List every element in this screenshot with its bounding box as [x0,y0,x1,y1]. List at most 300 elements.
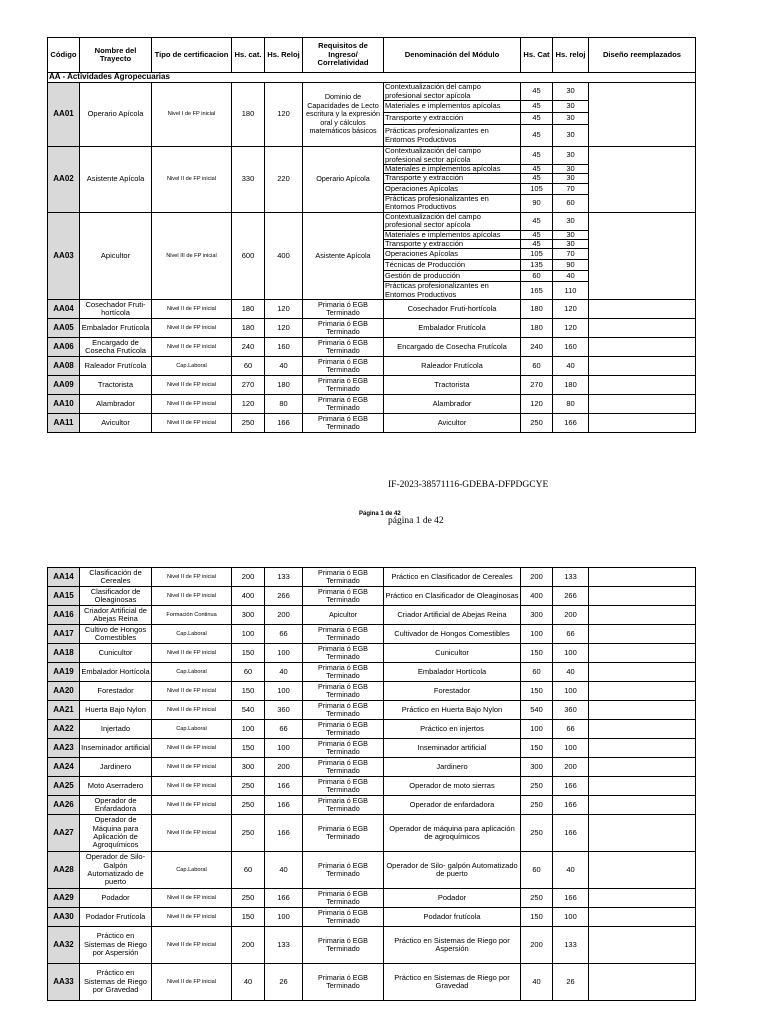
module-hs-cat-cell: 540 [521,701,553,720]
module-hs-reloj-cell: 40 [553,357,589,376]
certification-cell: Nivel II de FP inicial [152,587,232,606]
hs-cat-cell: 270 [232,376,265,395]
header-row [48,38,696,73]
module-hs-reloj-cell: 180 [553,376,589,395]
hs-reloj-cell: 40 [265,852,303,889]
requisitos-cell: Primaria ó EGB Terminado [303,777,384,796]
requisitos-cell: Primaria ó EGB Terminado [303,414,384,433]
disenos-cell [589,720,696,739]
module-hs-reloj-cell: 200 [553,758,589,777]
hs-cat-cell: 300 [232,758,265,777]
module-hs-cat-cell: 60 [521,663,553,682]
code-cell: AA23 [48,739,80,758]
code-cell: AA27 [48,815,80,852]
table-row [48,720,696,739]
certification-cell: Nivel II de FP inicial [152,739,232,758]
module-name-cell: Práctico en Huerta Bajo Nylon [384,701,521,720]
hs-cat-cell: 150 [232,908,265,927]
table-row [48,964,696,1001]
certification-cell: Nivel II de FP inicial [152,758,232,777]
module-hs-reloj-cell: 30 [553,83,589,101]
table-row [48,376,696,395]
hs-reloj-cell: 220 [265,147,303,213]
table-row [48,644,696,663]
certification-cell: Nivel II de FP inicial [152,147,232,213]
hs-reloj-cell: 133 [265,927,303,964]
certification-cell: Nivel II de FP inicial [152,319,232,338]
module-hs-cat-cell: 270 [521,376,553,395]
table-row [48,625,696,644]
disenos-cell [589,357,696,376]
table-row [48,908,696,927]
module-hs-cat-cell: 250 [521,815,553,852]
section-row [48,73,696,83]
code-cell: AA10 [48,395,80,414]
module-name-cell: Cultivador de Hongos Comestibles [384,625,521,644]
module-hs-reloj-cell: 30 [553,165,589,174]
header-codigo: Código [48,38,80,73]
module-hs-reloj-cell: 166 [553,815,589,852]
table-row [48,815,696,852]
hs-cat-cell: 250 [232,815,265,852]
certification-cell: Nivel II de FP inicial [152,414,232,433]
module-hs-cat-cell: 300 [521,758,553,777]
requisitos-cell: Primaria ó EGB Terminado [303,300,384,319]
trayecto-name-cell: Huerta Bajo Nylon [80,701,152,720]
module-hs-reloj-cell: 30 [553,174,589,183]
certification-cell: Nivel II de FP inicial [152,796,232,815]
hs-reloj-cell: 26 [265,964,303,1001]
certification-cell: Nivel II de FP inicial [152,701,232,720]
certification-cell: Nivel II de FP inicial [152,682,232,701]
code-cell: AA11 [48,414,80,433]
trayecto-name-cell: Jardinero [80,758,152,777]
module-name-cell: Podador frutícola [384,908,521,927]
disenos-cell [589,606,696,625]
disenos-cell [589,663,696,682]
hs-reloj-cell: 100 [265,908,303,927]
requisitos-cell: Primaria ó EGB Terminado [303,739,384,758]
module-name-cell: Materiales e implementos apícolas [384,230,521,239]
disenos-cell [589,568,696,587]
requisitos-cell: Primaria ó EGB Terminado [303,663,384,682]
hs-cat-cell: 250 [232,889,265,908]
disenos-cell [589,889,696,908]
code-cell: AA19 [48,663,80,682]
table-row [48,663,696,682]
module-hs-cat-cell: 45 [521,113,553,125]
hs-cat-cell: 180 [232,319,265,338]
trayecto-name-cell: Criador Artificial de Abejas Reina [80,606,152,625]
hs-cat-cell: 120 [232,395,265,414]
module-hs-reloj-cell: 90 [553,260,589,271]
module-hs-reloj-cell: 40 [553,852,589,889]
hs-cat-cell: 400 [232,587,265,606]
code-cell: AA05 [48,319,80,338]
module-hs-cat-cell: 105 [521,249,553,260]
table-row [48,568,696,587]
module-name-cell: Gestión de producción [384,271,521,282]
module-hs-reloj-cell: 66 [553,720,589,739]
table-row [48,319,696,338]
module-name-cell: Jardinero [384,758,521,777]
module-hs-cat-cell: 45 [521,212,553,230]
module-hs-reloj-cell: 70 [553,249,589,260]
disenos-cell [589,319,696,338]
certification-cell: Cap.Laboral [152,357,232,376]
module-hs-cat-cell: 120 [521,395,553,414]
requisitos-cell: Primaria ó EGB Terminado [303,587,384,606]
module-hs-cat-cell: 45 [521,174,553,183]
disenos-cell [589,739,696,758]
trayecto-name-cell: Moto Aserradero [80,777,152,796]
module-hs-cat-cell: 60 [521,357,553,376]
header-modulo: Denominación del Módulo [384,38,521,73]
certification-cell: Cap.Laboral [152,625,232,644]
requisitos-cell: Primaria ó EGB Terminado [303,357,384,376]
certification-cell: Cap.Laboral [152,720,232,739]
module-hs-cat-cell: 150 [521,739,553,758]
certification-cell: Cap.Laboral [152,663,232,682]
certification-cell: Formación Continua [152,606,232,625]
code-cell: AA32 [48,927,80,964]
requisitos-cell: Asistente Apícola [303,212,384,300]
header-mod-hs-reloj: Hs. reloj [553,38,589,73]
disenos-cell [589,338,696,357]
disenos-cell [589,758,696,777]
hs-reloj-cell: 120 [265,319,303,338]
certification-cell: Nivel II de FP inicial [152,964,232,1001]
requisitos-cell: Primaria ó EGB Terminado [303,720,384,739]
module-hs-cat-cell: 90 [521,194,553,212]
header-hs-reloj: Hs. Reloj [265,38,303,73]
disenos-cell [589,376,696,395]
hs-cat-cell: 250 [232,777,265,796]
module-name-cell: Operador de máquina para aplicación de agroquímicos [384,815,521,852]
disenos-cell [589,644,696,663]
hs-reloj-cell: 120 [265,83,303,147]
hs-reloj-cell: 180 [265,376,303,395]
trayecto-name-cell: Práctico en Sistemas de Riego por Gravedad [80,964,152,1001]
certification-cell: Nivel II de FP inicial [152,908,232,927]
header-disenos: Diseño reemplazados [589,38,696,73]
module-name-cell: Operaciones Apícolas [384,249,521,260]
table-row [48,300,696,319]
module-hs-cat-cell: 400 [521,587,553,606]
hs-cat-cell: 180 [232,300,265,319]
table-row [48,147,696,165]
module-hs-reloj-cell: 30 [553,212,589,230]
hs-reloj-cell: 66 [265,625,303,644]
module-hs-reloj-cell: 60 [553,194,589,212]
certification-cell: Nivel I de FP inicial [152,83,232,147]
code-cell: AA16 [48,606,80,625]
module-name-cell: Práctico en Sistemas de Riego por Gravedad [384,964,521,1001]
module-name-cell: Prácticas profesionalizantes en Entornos Productivos [384,194,521,212]
module-hs-cat-cell: 105 [521,183,553,194]
module-name-cell: Contextualización del campo profesional sector apícola [384,212,521,230]
certification-cell: Nivel II de FP inicial [152,927,232,964]
requisitos-cell: Primaria ó EGB Terminado [303,395,384,414]
module-hs-cat-cell: 60 [521,271,553,282]
module-name-cell: Técnicas de Producción [384,260,521,271]
module-hs-reloj-cell: 30 [553,230,589,239]
module-hs-reloj-cell: 30 [553,113,589,125]
hs-reloj-cell: 40 [265,357,303,376]
trayecto-name-cell: Apicultor [80,212,152,300]
module-hs-reloj-cell: 66 [553,625,589,644]
hs-cat-cell: 100 [232,720,265,739]
hs-cat-cell: 150 [232,682,265,701]
module-hs-reloj-cell: 30 [553,147,589,165]
code-cell: AA01 [48,83,80,147]
module-name-cell: Operador de Silo- galpón Automatizado de puerto [384,852,521,889]
certification-cell: Nivel II de FP inicial [152,300,232,319]
module-hs-reloj-cell: 40 [553,663,589,682]
header-hs-cat: Hs. cat. [232,38,265,73]
module-name-cell: Materiales e implementos apícolas [384,165,521,174]
requisitos-cell: Primaria ó EGB Terminado [303,701,384,720]
requisitos-cell: Primaria ó EGB Terminado [303,964,384,1001]
module-hs-cat-cell: 150 [521,644,553,663]
module-hs-reloj-cell: 26 [553,964,589,1001]
hs-reloj-cell: 80 [265,395,303,414]
requisitos-cell: Primaria ó EGB Terminado [303,625,384,644]
requisitos-cell: Primaria ó EGB Terminado [303,815,384,852]
module-name-cell: Prácticas profesionalizantes en Entornos Productivos [384,125,521,147]
module-hs-cat-cell: 45 [521,240,553,249]
module-name-cell: Operaciones Apícolas [384,183,521,194]
disenos-cell [589,147,696,213]
module-hs-reloj-cell: 160 [553,338,589,357]
hs-reloj-cell: 360 [265,701,303,720]
hs-cat-cell: 150 [232,739,265,758]
module-name-cell: Cosechador Fruti-hortícola [384,300,521,319]
module-hs-reloj-cell: 266 [553,587,589,606]
table-row [48,796,696,815]
certification-cell: Nivel II de FP inicial [152,777,232,796]
disenos-cell [589,908,696,927]
module-hs-cat-cell: 240 [521,338,553,357]
hs-reloj-cell: 160 [265,338,303,357]
code-cell: AA14 [48,568,80,587]
code-cell: AA04 [48,300,80,319]
trayecto-name-cell: Asistente Apícola [80,147,152,213]
disenos-cell [589,852,696,889]
module-name-cell: Cunicultor [384,644,521,663]
module-name-cell: Práctico en Clasificador de Cereales [384,568,521,587]
table-row [48,83,696,101]
disenos-cell [589,815,696,852]
trayecto-name-cell: Clasificación de Cereales [80,568,152,587]
code-cell: AA29 [48,889,80,908]
requisitos-cell: Primaria ó EGB Terminado [303,376,384,395]
certification-cell: Nivel III de FP inicial [152,212,232,300]
trayecto-name-cell: Operador de Enfardadora [80,796,152,815]
hs-reloj-cell: 266 [265,587,303,606]
module-name-cell: Embalador Hortícola [384,663,521,682]
trayecto-name-cell: Encargado de Cosecha Frutícola [80,338,152,357]
table-row [48,414,696,433]
code-cell: AA08 [48,357,80,376]
certification-cell: Nivel II de FP inicial [152,376,232,395]
hs-cat-cell: 40 [232,964,265,1001]
hs-reloj-cell: 400 [265,212,303,300]
hs-reloj-cell: 66 [265,720,303,739]
table-row [48,701,696,720]
hs-cat-cell: 60 [232,663,265,682]
module-hs-cat-cell: 150 [521,682,553,701]
code-cell: AA02 [48,147,80,213]
module-hs-reloj-cell: 110 [553,282,589,300]
trayecto-name-cell: Operario Apícola [80,83,152,147]
module-hs-cat-cell: 250 [521,414,553,433]
disenos-cell [589,414,696,433]
module-hs-reloj-cell: 30 [553,240,589,249]
trayecto-name-cell: Inseminador artificial [80,739,152,758]
module-hs-cat-cell: 45 [521,230,553,239]
requisitos-cell: Operario Apícola [303,147,384,213]
header-tipo: Tipo de certificacion [152,38,232,73]
certification-cell: Nivel II de FP inicial [152,395,232,414]
module-hs-cat-cell: 45 [521,101,553,113]
code-cell: AA24 [48,758,80,777]
module-hs-cat-cell: 45 [521,165,553,174]
module-hs-cat-cell: 250 [521,796,553,815]
certification-cell: Nivel II de FP inicial [152,568,232,587]
trayecto-name-cell: Alambrador [80,395,152,414]
module-hs-reloj-cell: 166 [553,777,589,796]
requisitos-cell: Primaria ó EGB Terminado [303,338,384,357]
module-hs-reloj-cell: 100 [553,682,589,701]
trayecto-name-cell: Podador Frutícola [80,908,152,927]
trayecto-name-cell: Cunicultor [80,644,152,663]
code-cell: AA26 [48,796,80,815]
hs-reloj-cell: 100 [265,682,303,701]
module-name-cell: Raleador Frutícola [384,357,521,376]
module-name-cell: Embalador Frutícola [384,319,521,338]
module-hs-reloj-cell: 30 [553,125,589,147]
trayecto-name-cell: Embalador Hortícola [80,663,152,682]
module-hs-cat-cell: 165 [521,282,553,300]
hs-reloj-cell: 166 [265,777,303,796]
table-row [48,212,696,230]
module-hs-cat-cell: 45 [521,125,553,147]
module-hs-cat-cell: 180 [521,319,553,338]
trayecto-name-cell: Avicultor [80,414,152,433]
trayecto-name-cell: Práctico en Sistemas de Riego por Aspersión [80,927,152,964]
hs-cat-cell: 60 [232,357,265,376]
code-cell: AA03 [48,212,80,300]
module-name-cell: Tractorista [384,376,521,395]
module-hs-reloj-cell: 100 [553,644,589,663]
disenos-cell [589,682,696,701]
module-hs-cat-cell: 180 [521,300,553,319]
requisitos-cell: Primaria ó EGB Terminado [303,758,384,777]
module-name-cell: Transporte y extracción [384,174,521,183]
trayecto-name-cell: Forestador [80,682,152,701]
module-hs-reloj-cell: 133 [553,568,589,587]
code-cell: AA18 [48,644,80,663]
module-name-cell: Inseminador artificial [384,739,521,758]
code-cell: AA17 [48,625,80,644]
module-hs-cat-cell: 200 [521,927,553,964]
requisitos-cell: Primaria ó EGB Terminado [303,908,384,927]
section-title: AA - Actividades Agropecuarias [48,73,696,83]
table-row [48,338,696,357]
disenos-cell [589,587,696,606]
hs-reloj-cell: 100 [265,739,303,758]
table-row [48,395,696,414]
code-cell: AA25 [48,777,80,796]
module-hs-cat-cell: 45 [521,147,553,165]
hs-reloj-cell: 200 [265,606,303,625]
module-hs-reloj-cell: 80 [553,395,589,414]
table-row [48,889,696,908]
requisitos-cell: Primaria ó EGB Terminado [303,644,384,663]
requisitos-cell: Primaria ó EGB Terminado [303,682,384,701]
certification-cell: Nivel II de FP inicial [152,338,232,357]
table-row [48,758,696,777]
module-hs-cat-cell: 45 [521,83,553,101]
table-row [48,587,696,606]
disenos-cell [589,395,696,414]
requisitos-cell: Dominio de Capacidades de Lecto escritura y la expresión oral y cálculos matemáticos básicos [303,83,384,147]
code-cell: AA22 [48,720,80,739]
code-cell: AA28 [48,852,80,889]
module-hs-cat-cell: 250 [521,889,553,908]
module-hs-reloj-cell: 166 [553,796,589,815]
trayecto-name-cell: Podador [80,889,152,908]
hs-cat-cell: 540 [232,701,265,720]
hs-cat-cell: 300 [232,606,265,625]
header-nombre: Nombre del Trayecto [80,38,152,73]
hs-cat-cell: 200 [232,927,265,964]
hs-reloj-cell: 166 [265,796,303,815]
module-name-cell: Contextualización del campo profesional sector apícola [384,147,521,165]
hs-reloj-cell: 100 [265,644,303,663]
module-name-cell: Transporte y extracción [384,113,521,125]
hs-cat-cell: 200 [232,568,265,587]
page2-table [47,567,696,1001]
module-hs-cat-cell: 100 [521,720,553,739]
table-row [48,606,696,625]
module-hs-reloj-cell: 166 [553,889,589,908]
module-hs-cat-cell: 250 [521,777,553,796]
requisitos-cell: Primaria ó EGB Terminado [303,568,384,587]
module-name-cell: Avicultor [384,414,521,433]
module-name-cell: Práctico en injertos [384,720,521,739]
hs-reloj-cell: 200 [265,758,303,777]
module-hs-reloj-cell: 100 [553,739,589,758]
requisitos-cell: Primaria ó EGB Terminado [303,796,384,815]
disenos-cell [589,625,696,644]
requisitos-cell: Primaria ó EGB Terminado [303,852,384,889]
certification-cell: Cap.Laboral [152,852,232,889]
code-cell: AA06 [48,338,80,357]
module-hs-cat-cell: 300 [521,606,553,625]
table-row [48,682,696,701]
module-hs-reloj-cell: 200 [553,606,589,625]
module-name-cell: Materiales e implementos apícolas [384,101,521,113]
code-cell: AA20 [48,682,80,701]
hs-reloj-cell: 40 [265,663,303,682]
module-hs-reloj-cell: 120 [553,300,589,319]
table-row [48,852,696,889]
trayecto-name-cell: Operador de Silo-Galpón Automatizado de puerto [80,852,152,889]
code-cell: AA09 [48,376,80,395]
module-hs-reloj-cell: 100 [553,908,589,927]
